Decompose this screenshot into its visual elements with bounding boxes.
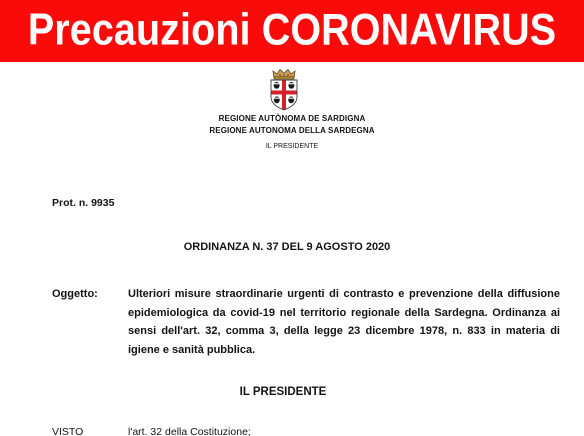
ordinance-title: ORDINANZA N. 37 DEL 9 AGOSTO 2020 (183, 241, 391, 253)
sardinia-coat-of-arms-icon (267, 68, 301, 111)
section-heading: IL PRESIDENTE (239, 386, 327, 398)
region-name-sardinian: REGIONE AUTÒNOMA DE SARDIGNA (218, 114, 366, 123)
subject-line: epidemiologica da covid-19 nel territorio regionale della Sardegna. Ordinanza ai (128, 306, 560, 319)
warning-banner (0, 0, 584, 62)
subject-label: Oggetto: (52, 288, 98, 300)
clause-label: VISTO (52, 426, 84, 436)
office-name: IL PRESIDENTE (265, 143, 319, 150)
region-name-italian: REGIONE AUTONOMA DELLA SARDEGNA (209, 126, 375, 135)
protocol-number: Prot. n. 9935 (52, 197, 115, 209)
subject-text (128, 285, 560, 359)
subject-line: sensi dell'art. 32, comma 3, della legge 23 dicembre 1978, n. 833 in materia di (128, 325, 560, 337)
crown-icon (273, 70, 295, 80)
banner-title: Precauzioni CORONAVIRUS (27, 5, 557, 55)
clause-text: l'art. 32 della Costituzione; (128, 426, 251, 436)
subject-line: igiene e sanità pubblica. (128, 343, 256, 356)
shield-icon (271, 80, 297, 111)
subject-line: Ulteriori misure straordinarie urgenti di contrasto e prevenzione della diffusione (128, 288, 560, 300)
